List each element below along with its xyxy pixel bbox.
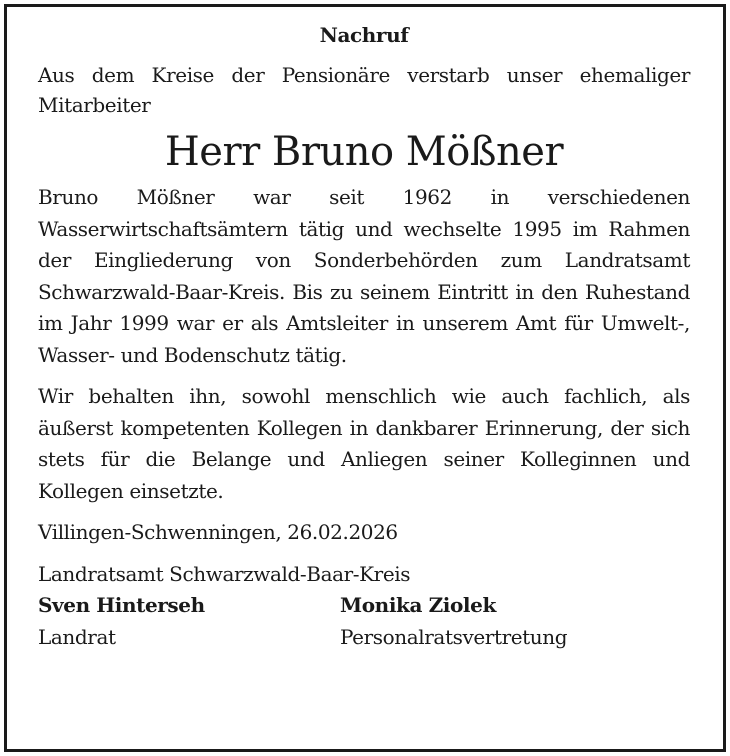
signatory-role: Personalratsvertretung — [340, 625, 568, 649]
signatory-name: Monika Ziolek — [340, 593, 496, 617]
signatory-role: Landrat — [38, 625, 116, 649]
notice-title: Nachruf — [319, 23, 409, 47]
remembrance-paragraph: Wir behalten ihn, sowohl menschlich wie auch fachlich, als äußerst kompetenten Kollegen in dankbarer Erinnerung, der sich stets für die Belange und Anliegen seiner Kolleginnen und Kollegen einsetzte. — [38, 384, 690, 503]
signatory-name: Sven Hinterseh — [38, 593, 205, 617]
obituary-notice — [38, 20, 690, 653]
signatory — [38, 590, 340, 653]
deceased-name: Herr Bruno Mößner — [164, 129, 564, 175]
signatory — [340, 590, 690, 653]
place-and-date: Villingen-Schwenningen, 26.02.2026 — [38, 520, 398, 544]
organization-name: Landratsamt Schwarzwald-Baar-Kreis — [38, 562, 411, 586]
intro-text: Aus dem Kreise der Pensionäre verstarb unser ehemaliger Mitarbeiter — [38, 63, 690, 117]
career-paragraph: Bruno Mößner war seit 1962 in verschiedenen Wasserwirtschaftsämtern tätig und wechselte 1995 im Rahmen der Eingliederung von Sonderbehörden zum Landratsamt Schwarzwald-Baar-Kreis. Bis zu seinem Eintritt in den Ruhestand im Jahr 1999 war er als Amtsleiter in unserem Amt für Umwelt-, Wasser- und Bodenschutz tätig. — [38, 185, 690, 367]
signatories — [38, 590, 690, 653]
